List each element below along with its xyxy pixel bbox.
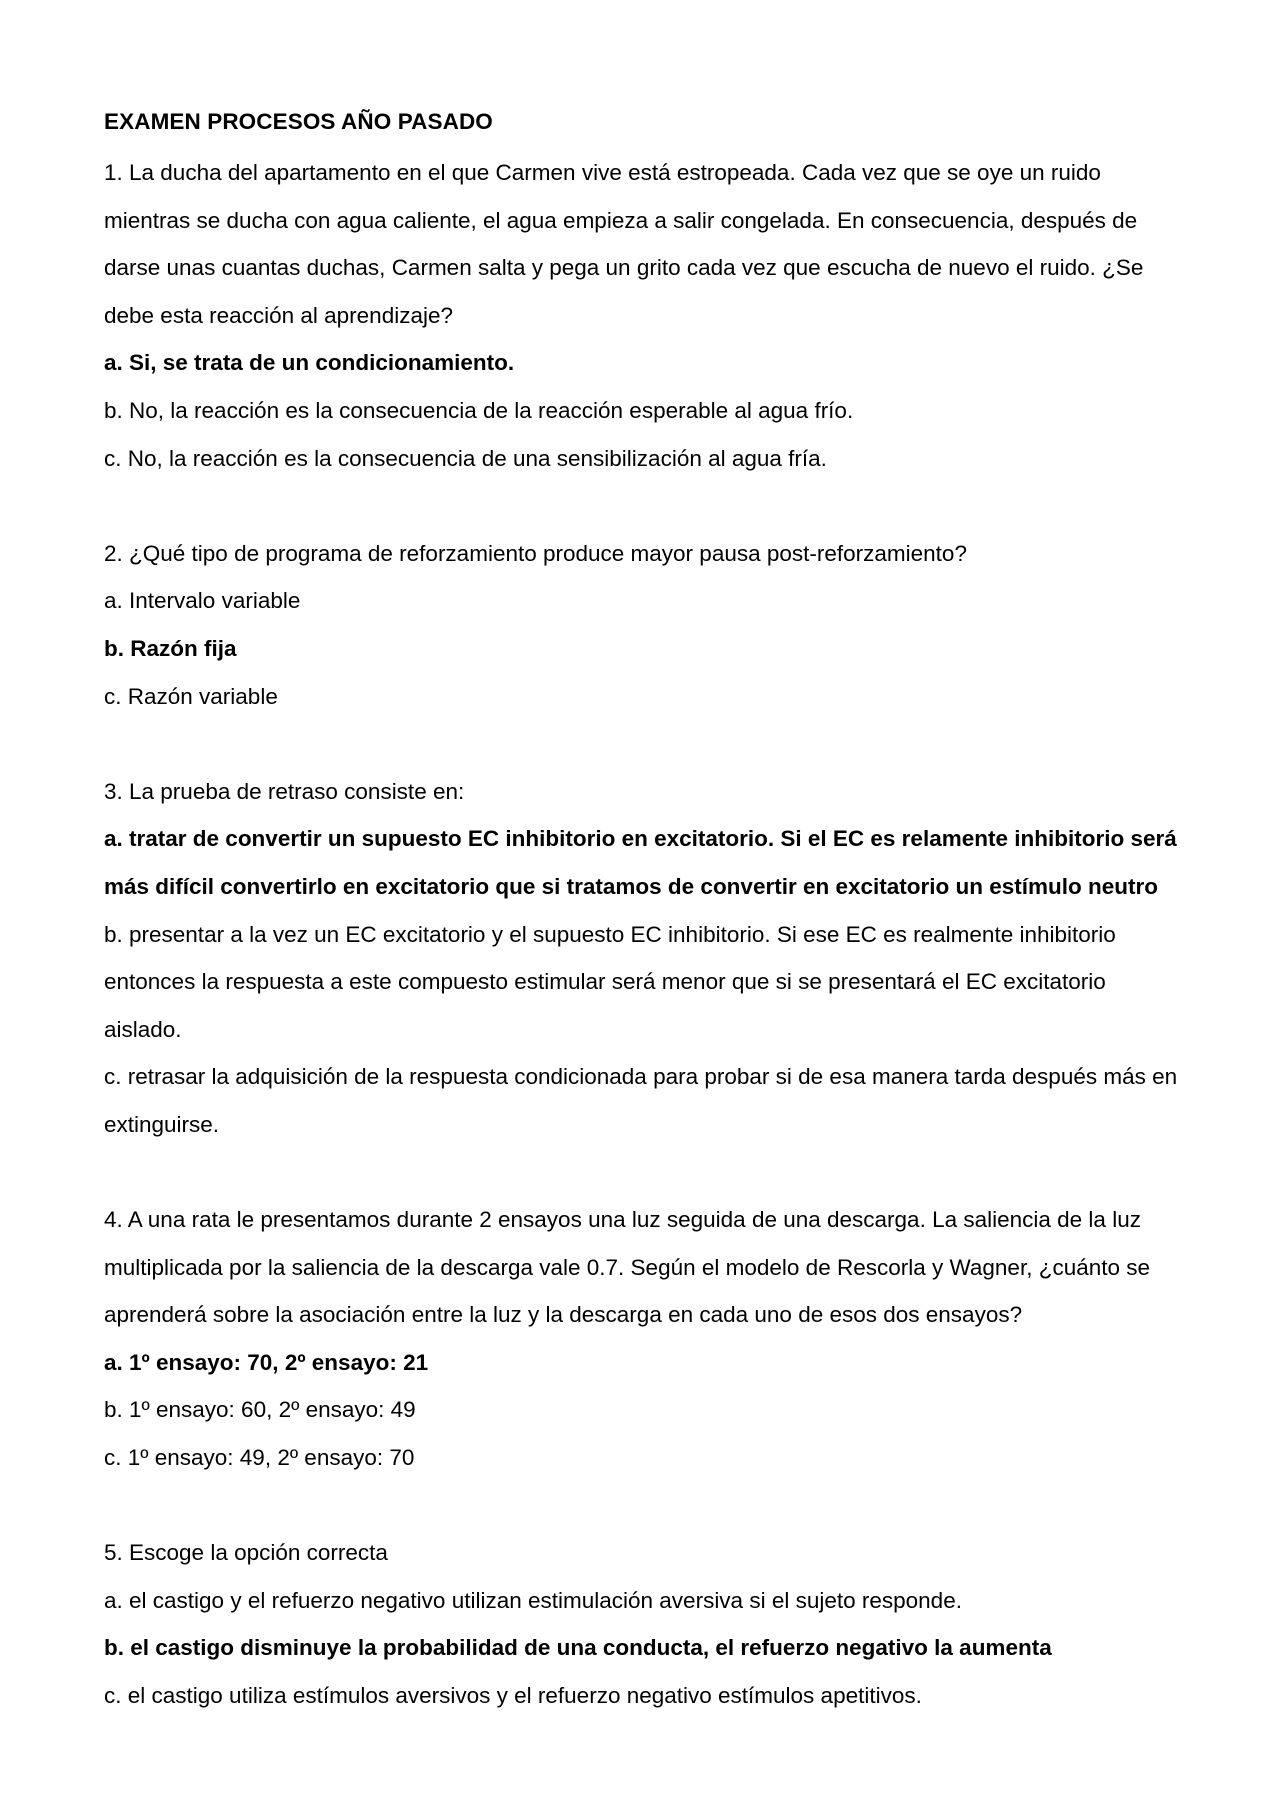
spacer [104, 482, 1184, 530]
option: c. el castigo utiliza estímulos aversivos y el refuerzo negativo estímulos apetitivos. [104, 1683, 922, 1708]
option: c. 1º ensayo: 49, 2º ensayo: 70 [104, 1445, 415, 1471]
option: c. retrasar la adquisición de la respuesta condicionada para probar si de esa manera tarda después más en extinguirse. [104, 1064, 1178, 1137]
question-text: 3. La prueba de retraso consiste en: [104, 778, 465, 804]
option: b. presentar a la vez un EC excitatorio y el supuesto EC inhibitorio. Si ese EC es realmente inhibitorio entonces la respuesta a este compuesto estimular será menor que si se presentará el EC excitatorio aislado. [104, 921, 1116, 1042]
document-page [104, 106, 1184, 1720]
question-1 [104, 149, 1184, 482]
option: c. No, la reacción es la consecuencia de una sensibilización al agua fría. [104, 445, 827, 471]
option: b. No, la reacción es la consecuencia de la reacción esperable al agua frío. [104, 397, 854, 423]
option-correct: b. Razón fija [104, 635, 237, 661]
question-text: 4. A una rata le presentamos durante 2 ensayos una luz seguida de una descarga. La saliencia de la luz multiplicada por la saliencia de la descarga vale 0.7. Según el modelo de Rescorla y Wagner, ¿cuánto se aprenderá sobre la asociación entre la luz y la descarga en cada uno de esos dos ensayos? [104, 1207, 1151, 1328]
option-correct: a. Si, se trata de un condicionamiento. [104, 350, 515, 376]
option: b. 1º ensayo: 60, 2º ensayo: 49 [104, 1397, 416, 1423]
option: c. Razón variable [104, 683, 278, 709]
question-2 [104, 530, 1184, 720]
spacer [104, 720, 1184, 768]
spacer [104, 1482, 1184, 1530]
question-3 [104, 768, 1184, 1149]
option: a. el castigo y el refuerzo negativo utilizan estimulación aversiva si el sujeto responde. [104, 1587, 962, 1613]
option-correct: a. 1º ensayo: 70, 2º ensayo: 21 [104, 1349, 429, 1375]
question-text: 2. ¿Qué tipo de programa de reforzamiento produce mayor pausa post-reforzamiento? [104, 540, 967, 566]
option-correct: a. tratar de convertir un supuesto EC inhibitorio en excitatorio. Si el EC es relamente inhibitorio será más difícil convertirlo en excitatorio que si tratamos de convertir en excitatorio un estímulo neutro [104, 826, 1177, 899]
spacer [104, 1148, 1184, 1196]
page-title: EXAMEN PROCESOS AÑO PASADO [104, 109, 493, 134]
question-text: 5. Escoge la opción correcta [104, 1540, 388, 1566]
question-5 [104, 1529, 1184, 1719]
question-4 [104, 1196, 1184, 1482]
option: a. Intervalo variable [104, 588, 301, 614]
question-text: 1. La ducha del apartamento en el que Carmen vive está estropeada. Cada vez que se oye un ruido mientras se ducha con agua caliente, el agua empieza a salir congelada. En consecuencia, después de darse unas cuantas duchas, Carmen salta y pega un grito cada vez que escucha de nuevo el ruido. ¿Se debe esta reacción al aprendizaje? [104, 160, 1144, 328]
option-correct: b. el castigo disminuye la probabilidad de una conducta, el refuerzo negativo la aumenta [104, 1635, 1052, 1661]
